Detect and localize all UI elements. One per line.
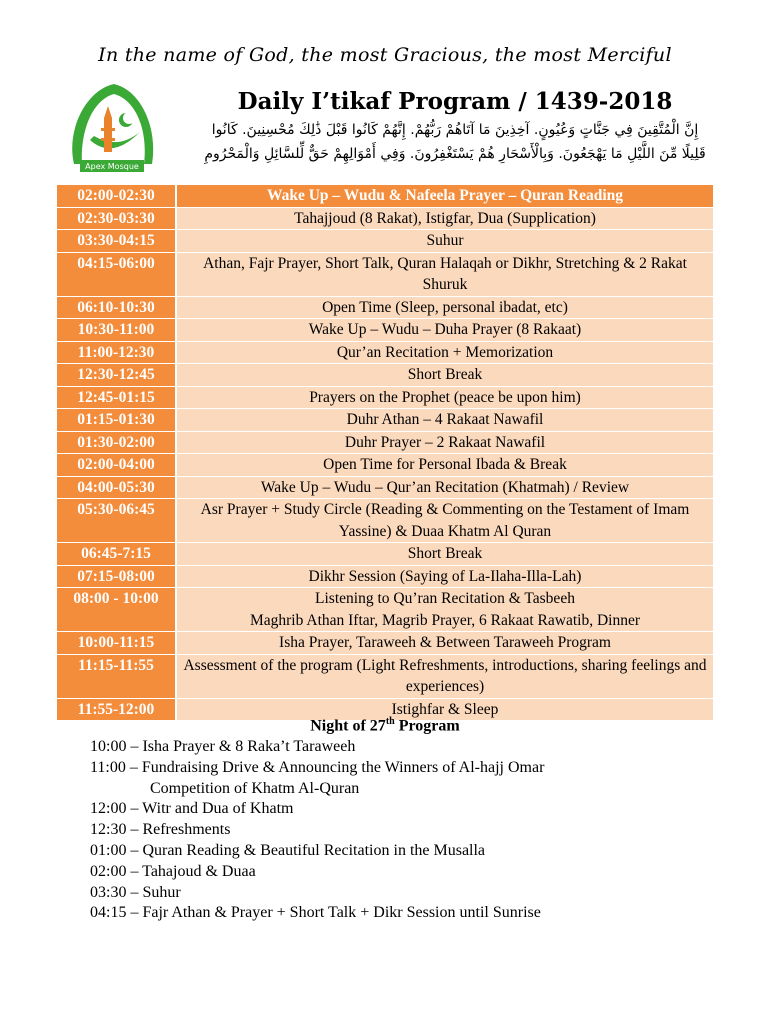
night-program-item: 03:30 – Suhur: [90, 883, 181, 901]
schedule-activity: Isha Prayer, Taraweeh & Between Taraweeh Program: [176, 632, 713, 655]
schedule-time: 12:45-01:15: [57, 386, 176, 409]
schedule-time: 06:10-10:30: [57, 296, 176, 319]
schedule-activity: Qur’an Recitation + Memorization: [176, 341, 713, 364]
schedule-row: [57, 207, 713, 230]
schedule-activity: Listening to Qu’ran Recitation & Tasbeeh Maghrib Athan Iftar, Magrib Prayer, 6 Rakaat Rawatib, Dinner: [176, 588, 713, 632]
night-program-item: 01:00 – Quran Reading & Beautiful Recitation in the Musalla: [90, 841, 486, 859]
schedule-activity: Open Time for Personal Ibada & Break: [176, 454, 713, 477]
night-program-item-continuation: Competition of Khatm Al-Quran: [150, 779, 360, 797]
schedule-activity: Prayers on the Prophet (peace be upon him): [176, 386, 713, 409]
schedule-activity: Istighfar & Sleep: [176, 698, 713, 721]
schedule-time: 01:30-02:00: [57, 431, 176, 454]
schedule-activity: Short Break: [176, 364, 713, 387]
night-program-item: 12:00 – Witr and Dua of Khatm: [90, 800, 294, 818]
schedule-time: 05:30-06:45: [57, 499, 176, 543]
schedule-row: [57, 319, 713, 342]
schedule-activity: Assessment of the program (Light Refreshments, introductions, sharing feelings and experiences): [176, 654, 713, 698]
schedule-activity: Tahajjoud (8 Rakat), Istigfar, Dua (Supplication): [176, 207, 713, 230]
night-program-item: 10:00 – Isha Prayer & 8 Raka’t Taraweeh: [90, 738, 356, 755]
schedule-row: [57, 230, 713, 253]
schedule-activity: Athan, Fajr Prayer, Short Talk, Quran Halaqah or Dikhr, Stretching & 2 Rakat Shuruk: [176, 252, 713, 296]
schedule-activity: Duhr Prayer – 2 Rakaat Nawafil: [176, 431, 713, 454]
schedule-activity: Asr Prayer + Study Circle (Reading & Commenting on the Testament of Imam Yassine) & Duaa Khatm Al Quran: [176, 499, 713, 543]
schedule-row: [57, 654, 713, 698]
schedule-activity: Duhr Athan – 4 Rakaat Nawafil: [176, 409, 713, 432]
night-27-program-list: [90, 737, 690, 924]
schedule-row: [57, 565, 713, 588]
schedule-activity: Dikhr Session (Saying of La-Ilaha-Illa-Lah): [176, 565, 713, 588]
schedule-row: [57, 185, 713, 207]
schedule-time: 10:30-11:00: [57, 319, 176, 342]
schedule-row: [57, 476, 713, 499]
schedule-time: 02:00-04:00: [57, 454, 176, 477]
schedule-time: 04:15-06:00: [57, 252, 176, 296]
schedule-activity: Open Time (Sleep, personal ibadat, etc): [176, 296, 713, 319]
schedule-activity: Wake Up – Wudu – Qur’an Recitation (Khatmah) / Review: [176, 476, 713, 499]
schedule-row: [57, 499, 713, 543]
schedule-row: [57, 364, 713, 387]
schedule-row: [57, 543, 713, 566]
night-program-item: 04:15 – Fajr Athan & Prayer + Short Talk + Dikr Session until Sunrise: [90, 904, 541, 922]
schedule-time: 12:30-12:45: [57, 364, 176, 387]
schedule-row: [57, 588, 713, 632]
apex-mosque-logo: [64, 80, 160, 176]
schedule-row: [57, 409, 713, 432]
daily-schedule-table: [57, 185, 713, 721]
schedule-activity: Short Break: [176, 543, 713, 566]
schedule-time: 11:55-12:00: [57, 698, 176, 721]
schedule-time: 10:00-11:15: [57, 632, 176, 655]
schedule-time: 02:00-02:30: [57, 185, 176, 207]
quran-verse: إِنَّ الْمُتَّقِينَ فِي جَنَّاتٍ وَعُيُونٍ. آخِذِينَ مَا آتَاهُمْ رَبُّهُمْ. إِنَّهُمْ كَانُوا قَبْلَ ذَٰلِكَ مُحْسِنِينَ. كَانُوا قَلِيلًا مِّنَ اللَّيْلِ مَا يَهْجَعُونَ. وَبِالْأَسْحَارِ هُمْ يَسْتَغْفِرُونَ. وَفِي أَمْوَالِهِمْ حَقٌّ لِّلسَّائِلِ وَالْمَحْرُومِ: [204, 122, 706, 162]
schedule-row: [57, 632, 713, 655]
schedule-activity: Wake Up – Wudu & Nafeela Prayer – Quran Reading: [176, 185, 713, 207]
night-program-item: 12:30 – Refreshments: [90, 821, 231, 839]
schedule-time: 01:15-01:30: [57, 409, 176, 432]
schedule-time: 03:30-04:15: [57, 230, 176, 253]
schedule-time: 07:15-08:00: [57, 565, 176, 588]
schedule-time: 02:30-03:30: [57, 207, 176, 230]
schedule-row: [57, 431, 713, 454]
schedule-activity: Wake Up – Wudu – Duha Prayer (8 Rakaat): [176, 319, 713, 342]
schedule-row: [57, 296, 713, 319]
svg-text:Apex Mosque: Apex Mosque: [85, 162, 139, 171]
schedule-row: [57, 252, 713, 296]
schedule-time: 04:00-05:30: [57, 476, 176, 499]
schedule-activity: Suhur: [176, 230, 713, 253]
night-27-title: Night of 27th Program: [310, 716, 460, 735]
basmala-line: In the name of God, the most Gracious, the most Merciful: [98, 44, 672, 66]
schedule-time: 06:45-7:15: [57, 543, 176, 566]
schedule-time: 11:15-11:55: [57, 654, 176, 698]
night-program-item: 11:00 – Fundraising Drive & Announcing the Winners of Al-hajj Omar: [90, 758, 545, 776]
schedule-time: 11:00-12:30: [57, 341, 176, 364]
schedule-time: 08:00 - 10:00: [57, 588, 176, 632]
schedule-row: [57, 386, 713, 409]
page-title: Daily I’tikaf Program / 1439-2018: [237, 88, 673, 115]
night-program-item: 02:00 – Tahajoud & Duaa: [90, 862, 256, 880]
schedule-row: [57, 454, 713, 477]
schedule-row: [57, 341, 713, 364]
